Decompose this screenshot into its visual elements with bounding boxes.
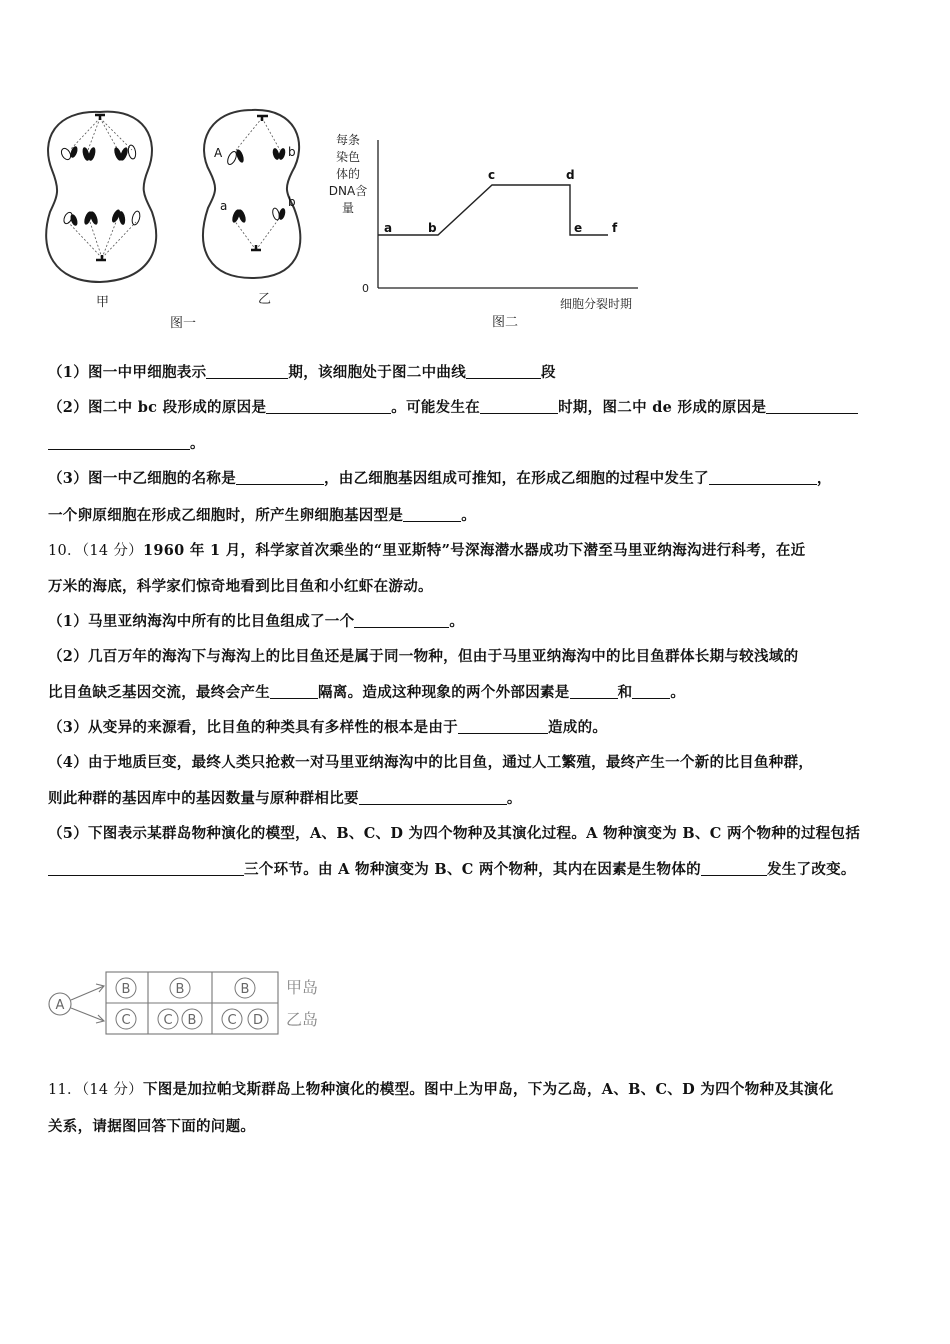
blank-factor-2[interactable] bbox=[632, 684, 670, 699]
ylabel-line-1: 每条 bbox=[335, 133, 361, 147]
q9-part2-cont: 。 bbox=[48, 432, 205, 453]
blank-egg-genotype[interactable] bbox=[403, 507, 461, 522]
island-jia-label: 甲岛 bbox=[286, 978, 319, 997]
q10-intro: 10．（14 分）1960 年 1 月，科学家首次乘坐的“里亚斯特”号深海潜水器成功下潜至马里亚纳海沟进行科考，在近 bbox=[48, 542, 806, 559]
bottom-cell2-species-1: C bbox=[163, 1013, 173, 1028]
chromosomes-yi-bottom bbox=[231, 207, 287, 223]
figure-dna-graph bbox=[320, 128, 660, 338]
blank-cell-name[interactable] bbox=[236, 470, 324, 485]
top-row-species-2: B bbox=[175, 982, 185, 997]
q10-part4: （4）由于地质巨变，最终人类只抢救一对马里亚纳海沟中的比目鱼，通过人工繁殖，最终产生一个新的比目鱼种群， bbox=[48, 754, 814, 771]
figure1-caption: 图一 bbox=[170, 316, 197, 331]
point-a: a bbox=[384, 221, 393, 235]
bottom-cell3-species-2: D bbox=[252, 1013, 264, 1028]
cell-yi-label: 乙 bbox=[258, 292, 272, 307]
gene-b-upper: b bbox=[288, 145, 296, 159]
blank-factor-1[interactable] bbox=[570, 684, 618, 699]
blank-segment[interactable] bbox=[466, 364, 541, 379]
blank-isolation[interactable] bbox=[270, 684, 318, 699]
blank-bc-time[interactable] bbox=[480, 399, 558, 414]
island-yi-label: 乙岛 bbox=[286, 1010, 319, 1029]
point-f: f bbox=[612, 221, 618, 235]
centrosome-top bbox=[95, 115, 105, 120]
blank-bc-reason[interactable] bbox=[266, 399, 391, 414]
q10-part4-cont: 则此种群的基因库中的基因数量与原种群相比要 。 bbox=[48, 790, 522, 807]
q10-part1: （1）马里亚纳海沟中所有的比目鱼组成了一个 。 bbox=[48, 613, 465, 630]
point-c: c bbox=[488, 168, 496, 182]
gene-a: a bbox=[220, 199, 228, 213]
blank-phase[interactable] bbox=[206, 364, 288, 379]
q11-text-cont: 关系，请据图回答下面的问题。 bbox=[48, 1118, 256, 1135]
top-row-species-3: B bbox=[240, 982, 250, 997]
ylabel-line-3: 体的 bbox=[335, 167, 361, 181]
ylabel-line-2: 染色 bbox=[335, 150, 361, 164]
blank-variation[interactable] bbox=[709, 470, 817, 485]
cell-jia-spindle-top bbox=[70, 118, 132, 150]
point-b: b bbox=[428, 221, 437, 235]
top-row-species-1: B bbox=[121, 982, 131, 997]
cell-yi-spindle-top bbox=[236, 118, 280, 150]
point-d: d bbox=[566, 168, 575, 182]
species-A-node bbox=[49, 993, 71, 1015]
bottom-cell1-species-1: C bbox=[121, 1013, 131, 1028]
origin-label: 0 bbox=[362, 282, 369, 295]
cell-jia-label: 甲 bbox=[96, 295, 110, 310]
q9-part3-cont: 一个卵原细胞在形成乙细胞时，所产生卵细胞基因型是 。 bbox=[48, 507, 477, 524]
gene-A: A bbox=[214, 146, 223, 160]
blank-population[interactable] bbox=[354, 613, 449, 628]
y-axis-label bbox=[329, 132, 367, 215]
q10-part2-cont: 比目鱼缺乏基因交流，最终会产生 隔离。造成这种现象的两个外部因素是 和 。 bbox=[48, 684, 686, 701]
q9-part3: （3）图一中乙细胞的名称是 ，由乙细胞基因组成可推知，在形成乙细胞的过程中发生了 ， bbox=[48, 470, 832, 487]
blank-de-reason-1[interactable] bbox=[766, 399, 858, 414]
blank-internal-factor[interactable] bbox=[701, 861, 767, 876]
q10-part3: （3）从变异的来源看，比目鱼的种类具有多样性的根本是由于 造成的。 bbox=[48, 719, 608, 736]
q10-part2: （2）几百万年的海沟下与海沟上的比目鱼还是属于同一物种，但由于马里亚纳海沟中的比目鱼群体长期与较浅域的 bbox=[48, 648, 799, 665]
chromosomes-jia-top bbox=[60, 144, 137, 161]
q10-intro-cont: 万米的海底，科学家们惊奇地看到比目鱼和小红虾在游动。 bbox=[48, 578, 433, 595]
centrosome-yi-top bbox=[257, 116, 268, 121]
evolution-arrows bbox=[71, 984, 104, 1023]
chromosomes-jia-bottom bbox=[62, 208, 141, 226]
figure-cells bbox=[40, 100, 340, 340]
q10-part5-cont: 三个环节。由 A 物种演变为 B、C 两个物种，其内在因素是生物体的 发生了改变。 bbox=[48, 858, 856, 879]
blank-gene-count[interactable] bbox=[359, 790, 507, 805]
cell-jia-spindle-bottom bbox=[68, 222, 136, 258]
bottom-cell2-species-2: B bbox=[187, 1013, 197, 1028]
blank-variation-source[interactable] bbox=[458, 719, 548, 734]
curve-point-labels bbox=[384, 168, 618, 235]
q11-text: 11．（14 分）下图是加拉帕戈斯群岛上物种演化的模型。图中上为甲岛，下为乙岛，A、B、C、D 为四个物种及其演化 bbox=[48, 1081, 834, 1098]
point-e: e bbox=[574, 221, 583, 235]
island-evolution-figure bbox=[40, 968, 340, 1042]
q9-part1: （1）图一中甲细胞表示 期，该细胞处于图二中曲线 段 bbox=[48, 364, 556, 381]
q9-part2: （2）图二中 bc 段形成的原因是 。可能发生在 时期，图二中 de 形成的原因是 bbox=[48, 396, 858, 417]
gene-b-lower: b bbox=[288, 195, 296, 209]
x-axis-label: 细胞分裂时期 bbox=[560, 297, 633, 311]
cell-yi-membrane bbox=[203, 110, 300, 278]
species-A: A bbox=[55, 998, 65, 1013]
ylabel-line-5: 量 bbox=[341, 201, 355, 215]
bottom-cell3-species-1: C bbox=[227, 1013, 237, 1028]
chromosomes-yi-top bbox=[226, 147, 287, 165]
ylabel-line-4: DNA含 bbox=[328, 184, 368, 198]
centrosome-bottom bbox=[96, 255, 106, 260]
q10-part5: （5）下图表示某群岛物种演化的模型，A、B、C、D 为四个物种及其演化过程。A 物种演变为 B、C 两个物种的过程包括 bbox=[48, 825, 861, 842]
figure2-caption: 图二 bbox=[492, 315, 519, 330]
blank-three-links[interactable] bbox=[48, 861, 244, 876]
blank-de-reason-2[interactable] bbox=[48, 435, 190, 450]
